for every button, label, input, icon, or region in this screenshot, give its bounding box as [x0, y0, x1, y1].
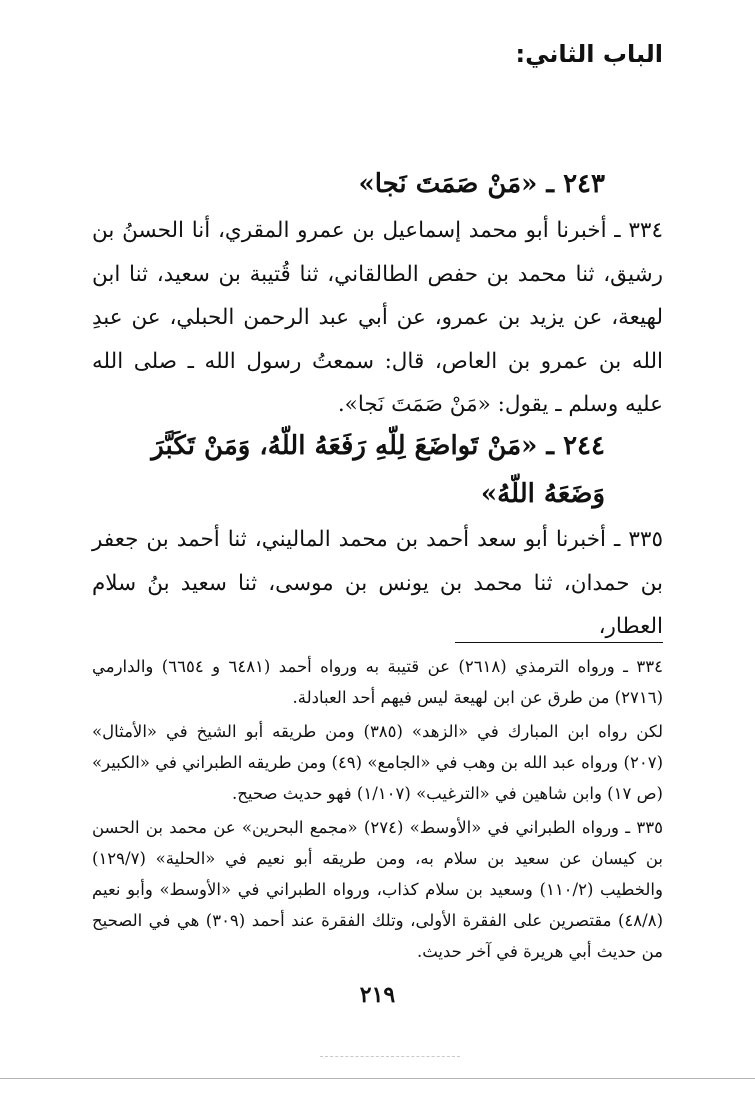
scan-artifact-line: [320, 1056, 460, 1057]
section-heading-244-line1: ٢٤٤ ـ «مَنْ تَواضَعَ لِلّهِ رَفَعَهُ اللّهُ، وَمَنْ تَكَبَّرَ: [151, 431, 605, 461]
footnote-334-continued: لكن رواه ابن المبارك في «الزهد» (٣٨٥) ومن طريقه أبو الشيخ في «الأمثال» (٢٠٧) ورواه عبد الله بن وهب في «الجامع» (٤٩) ومن طريقه الطبراني في «الكبير» (ص ١٧) وابن شاهين في «الترغيب» (١/١٠٧) فهو حديث صحيح.: [92, 722, 664, 803]
scan-edge-line: [0, 1078, 755, 1079]
hadith-text-335: ٣٣٥ ـ أخبرنا أبو سعد أحمد بن محمد الماليني، ثنا أحمد بن جعفر بن حمدان، ثنا محمد بن يونس بن موسى، ثنا سعيد بنُ سلام العطار،: [92, 527, 663, 639]
section-heading-244-line2: وَضَعَهُ اللّهُ»: [480, 479, 605, 509]
section-heading-243: ٢٤٣ ـ «مَنْ صَمَتَ نَجا»: [358, 169, 605, 199]
running-head: الباب الثاني:: [515, 40, 663, 68]
footnote-divider: [455, 642, 663, 643]
hadith-text-334: ٣٣٤ ـ أخبرنا أبو محمد إسماعيل بن عمرو المقري، أنا الحسنُ بن رشيق، ثنا محمد بن حفص الطالقاني، ثنا قُتيبة بن سعيد، ثنا ابن لهيعة، عن يزيد بن عمرو، عن أبي عبد الرحمن الحبلي، عن عبدِ الله بن عمرو بن العاص، قال: سمعتُ رسول الله ـ صلى الله عليه وسلم ـ يقول: «مَنْ صَمَتَ نَجا».: [92, 218, 663, 417]
page-number: ٢١٩: [359, 982, 396, 1008]
footnotes: [92, 651, 663, 967]
section-heading-244: [151, 422, 605, 518]
footnote-335: ٣٣٥ ـ ورواه الطبراني في «الأوسط» (٢٧٤) «مجمع البحرين» عن محمد بن الحسن بن كيسان عن سعيد بن سلام به، ومن طريقه أبو نعيم في «الحلية» (١٢٩/٧) والخطيب (١١٠/٢) وسعيد بن سلام كذاب، ورواه الطبراني في «الأوسط» وأبو نعيم (٤٨/٨) مقتصرين على الفقرة الأولى، وتلك الفقرة عند أحمد (٣٠٩) هي في الصحيح من حديث أبي هريرة في آخر حديث.: [92, 818, 663, 961]
footnote-334: ٣٣٤ ـ ورواه الترمذي (٢٦١٨) عن قتيبة به ورواه أحمد (٦٤٨١ و ٦٦٥٤) والدارمي (٢٧١٦) من طرق عن ابن لهيعة ليس فيهم أحد العبادلة.: [92, 657, 663, 707]
